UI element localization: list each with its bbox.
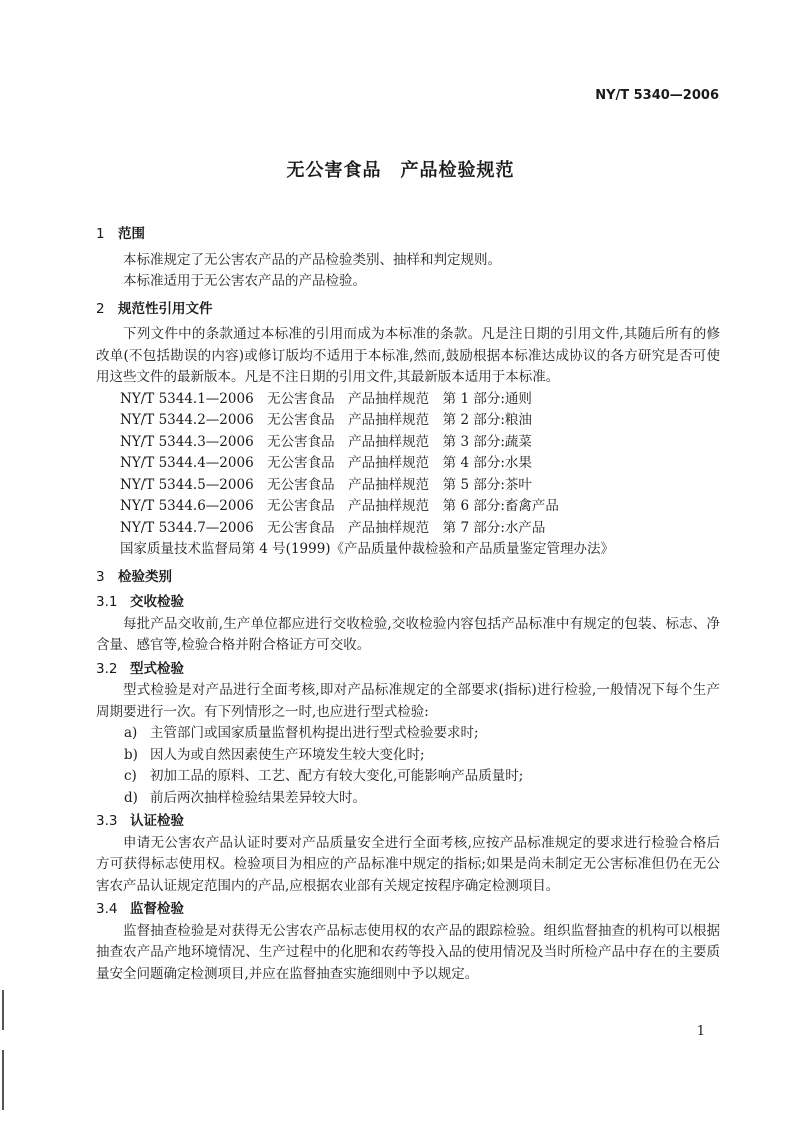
subsection-title: 监督检验 xyxy=(130,901,184,917)
section-title: 范围 xyxy=(118,226,145,242)
subsection-number: 3.1 xyxy=(96,594,118,610)
paragraph: 申请无公害农产品认证时要对产品质量安全进行全面考核,应按产品标准规定的要求进行检验合格后方可获得标志使用权。检验项目为相应的产品标准中规定的指标;如果是尚未制定无公害标准但仍在无公害农产品认证规定范围内的产品,应根据农业部有关规定按程序确定检测项目。 xyxy=(96,834,720,894)
subsection-3-2-heading xyxy=(96,659,720,681)
section-title: 检验类别 xyxy=(118,568,172,585)
list-item xyxy=(96,745,720,767)
reference-item: 国家质量技术监督局第 4 号(1999)《产品质量仲裁检验和产品质量鉴定管理办法》 xyxy=(120,541,615,557)
list-item xyxy=(96,788,720,810)
list-text: 主管部门或国家质量监督机构提出进行型式检验要求时; xyxy=(150,725,479,741)
reference-item: NY/T 5344.5—2006 无公害食品 产品抽样规范 第 5 部分:茶叶 xyxy=(120,476,532,493)
standard-code: NY/T 5340—2006 xyxy=(595,88,719,103)
list-text: 前后两次抽样检验结果差异较大时。 xyxy=(150,789,366,806)
list-text: 因人为或自然因素使生产环境发生较大变化时; xyxy=(150,746,425,763)
reference-item: NY/T 5344.3—2006 无公害食品 产品抽样规范 第 3 部分:蔬菜 xyxy=(120,433,532,450)
subsection-3-3-heading xyxy=(96,811,720,833)
page-number: 1 xyxy=(696,1024,705,1039)
section-title: 规范性引用文件 xyxy=(118,300,213,317)
section-2-heading xyxy=(96,299,720,321)
section-number: 2 xyxy=(96,300,105,317)
list-marker: d) xyxy=(124,789,138,806)
list-text: 初加工品的原料、工艺、配方有较大变化,可能影响产品质量时; xyxy=(150,768,524,784)
paragraph: 本标准规定了无公害农产品的产品检验类别、抽样和判定规则。 xyxy=(123,251,501,268)
section-3-heading xyxy=(96,567,720,589)
subsection-title: 型式检验 xyxy=(130,660,184,677)
reference-item: NY/T 5344.4—2006 无公害食品 产品抽样规范 第 4 部分:水果 xyxy=(120,455,532,471)
scan-edge-mark xyxy=(2,990,4,1030)
subsection-number: 3.4 xyxy=(96,901,118,917)
subsection-number: 3.3 xyxy=(96,813,118,829)
paragraph: 监督抽查检验是对获得无公害农产品标志使用权的农产品的跟踪检验。组织监督抽查的机构可以根据抽查农产品产地环境情况、生产过程中的化肥和农药等投入品的使用情况及当时所检产品中存在的主要质量安全问题确定检测项目,并应在监督抽查实施细则中予以规定。 xyxy=(96,922,720,982)
list-marker: a) xyxy=(124,725,138,741)
list-item xyxy=(96,723,720,745)
document-body xyxy=(96,218,720,985)
subsection-number: 3.2 xyxy=(96,660,118,677)
section-number: 1 xyxy=(96,226,105,242)
subsection-title: 交收检验 xyxy=(130,594,184,610)
paragraph: 每批产品交收前,生产单位都应进行交收检验,交收检验内容包括产品标准中有规定的包装、标志、净含量、感官等,检验合格并附合格证方可交收。 xyxy=(96,615,720,653)
list-marker: c) xyxy=(124,768,137,784)
paragraph: 本标准适用于无公害农产品的产品检验。 xyxy=(123,273,366,289)
paragraph: 下列文件中的条款通过本标准的引用而成为本标准的条款。凡是注日期的引用文件,其随后所有的修改单(不包括勘误的内容)或修订版均不适用于本标准,然而,鼓励根据本标准达成协议的各方研究是否可使用这些文件的最新版本。凡是不注日期的引用文件,其最新版本适用于本标准。 xyxy=(96,326,720,385)
section-number: 3 xyxy=(96,568,105,585)
reference-item: NY/T 5344.7—2006 无公害食品 产品抽样规范 第 7 部分:水产品 xyxy=(120,519,546,536)
reference-item: NY/T 5344.1—2006 无公害食品 产品抽样规范 第 1 部分:通则 xyxy=(120,390,532,407)
document-title: 无公害食品 产品检验规范 xyxy=(286,160,515,181)
reference-item: NY/T 5344.6—2006 无公害食品 产品抽样规范 第 6 部分:畜禽产品 xyxy=(120,498,559,514)
section-1-heading xyxy=(96,224,720,246)
scan-edge-mark xyxy=(2,1050,4,1110)
paragraph: 型式检验是对产品进行全面考核,即对产品标准规定的全部要求(指标)进行检验,一般情况下每个生产周期要进行一次。有下列情形之一时,也应进行型式检验: xyxy=(96,682,720,720)
reference-item: NY/T 5344.2—2006 无公害食品 产品抽样规范 第 2 部分:粮油 xyxy=(120,412,532,428)
subsection-3-4-heading xyxy=(96,899,720,921)
subsection-title: 认证检验 xyxy=(130,813,184,829)
subsection-3-1-heading xyxy=(96,592,720,614)
list-item xyxy=(96,766,720,788)
list-marker: b) xyxy=(124,746,138,763)
